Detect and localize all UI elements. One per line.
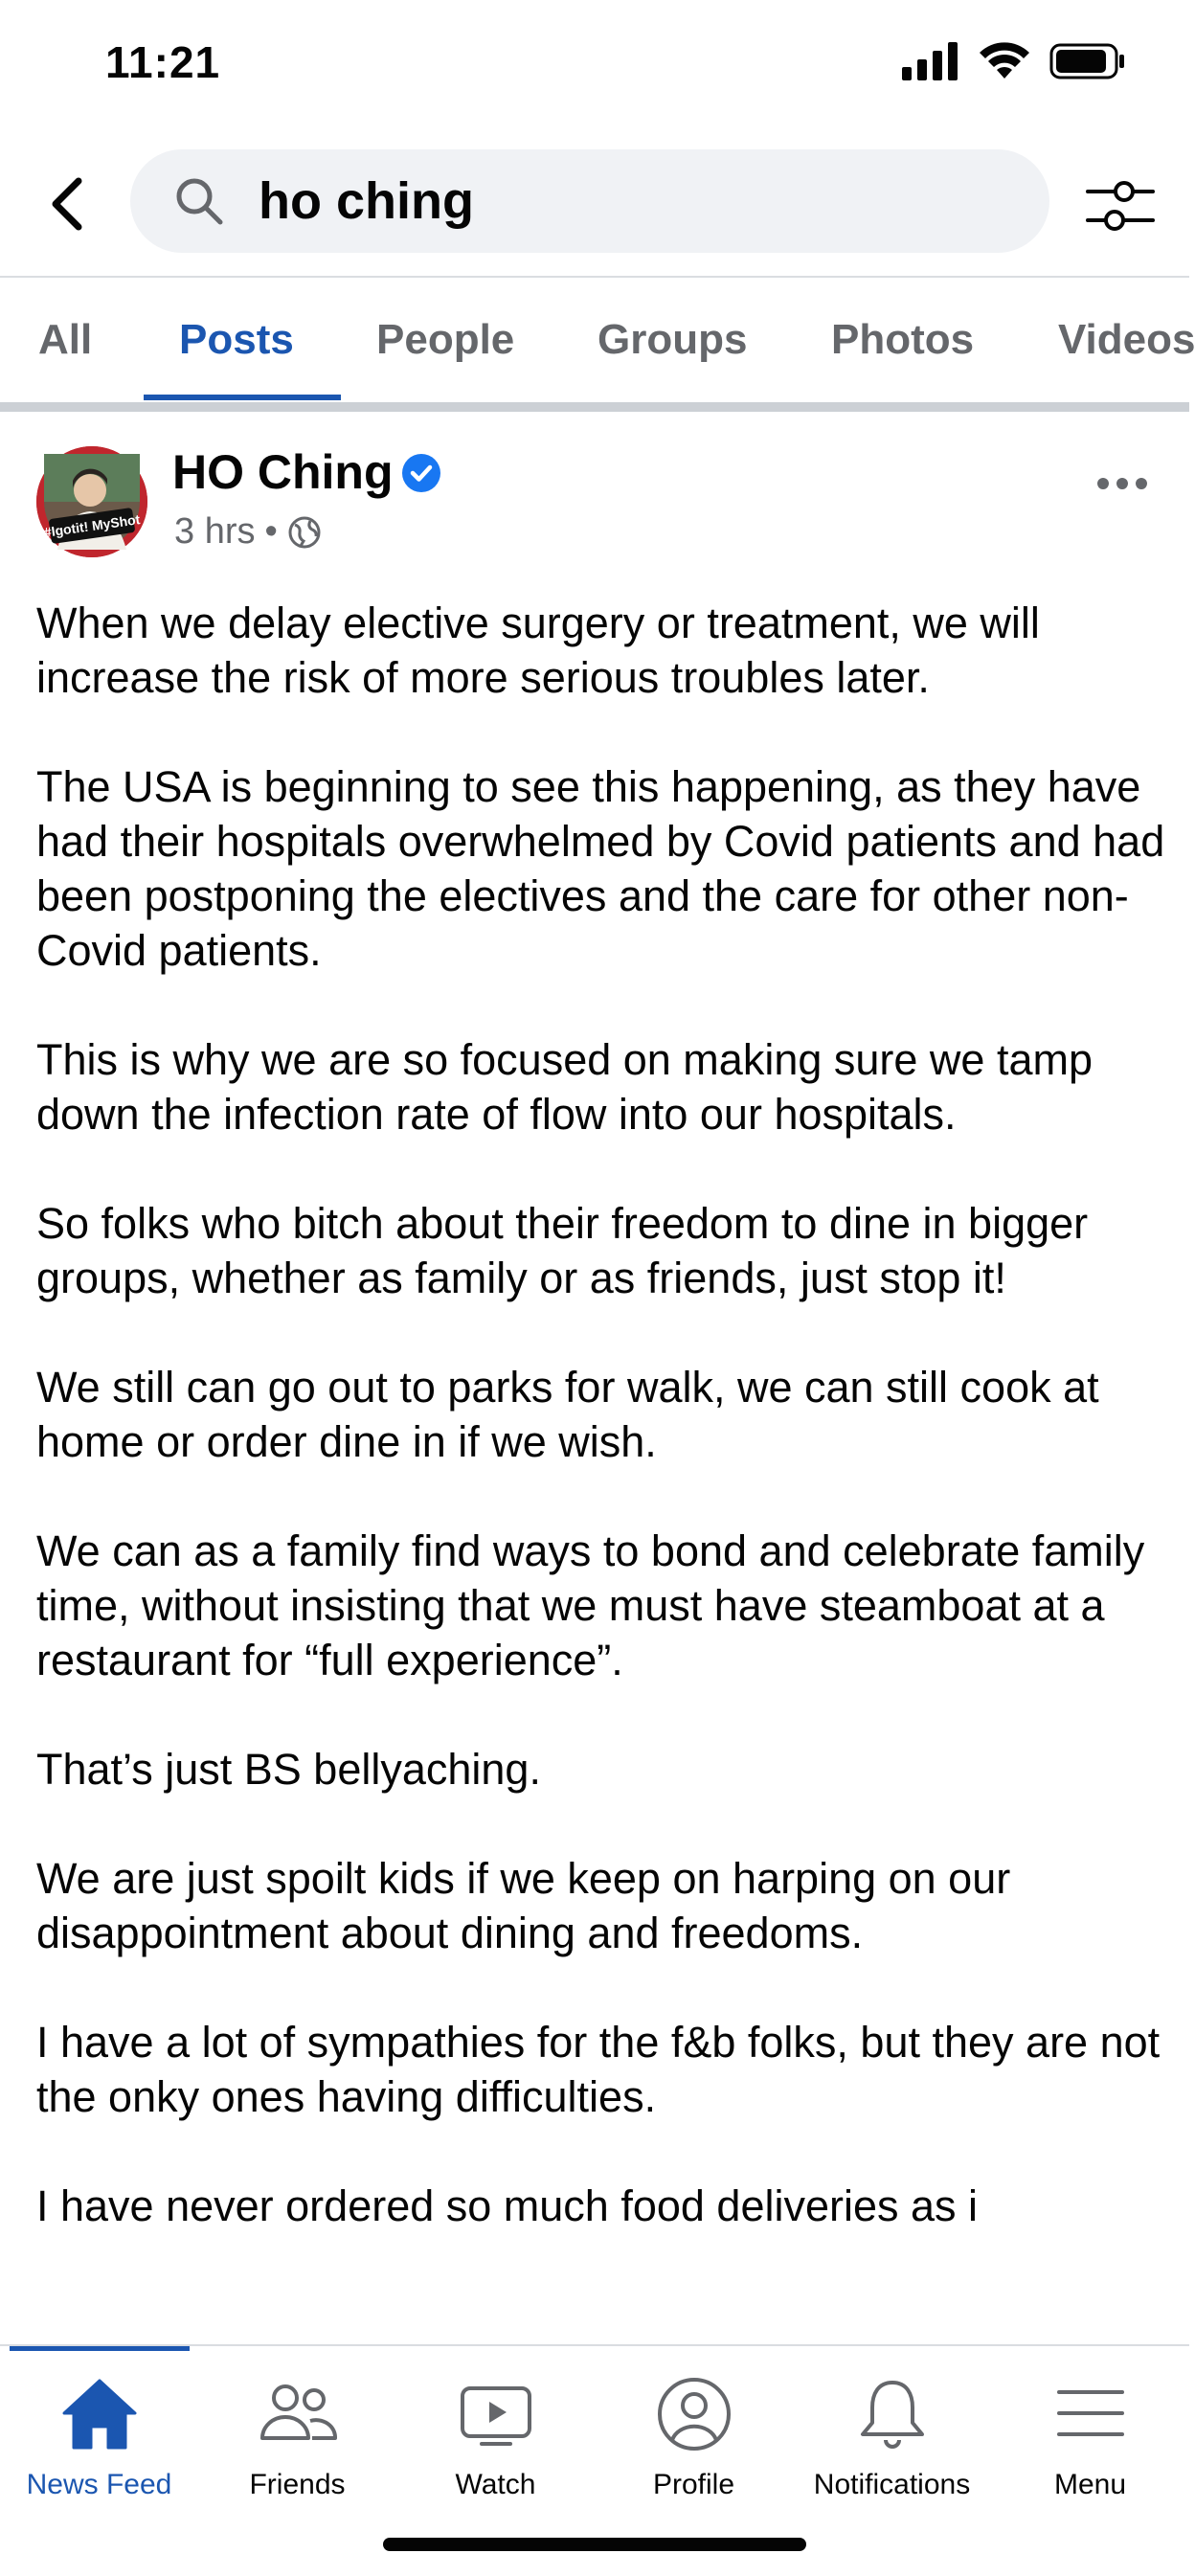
tab-all[interactable]: All [38,316,93,363]
avatar-badge: #Igotit! MyShot [49,508,136,544]
nav-label: News Feed [26,2469,172,2500]
post-options-button[interactable] [1094,469,1151,498]
post-paragraph: When we delay elective surgery or treatment, we will increase the risk of more serious troubles later. [36,599,1040,702]
author-name[interactable]: HO Ching [172,445,394,499]
nav-notifications[interactable] [793,2365,991,2528]
friends-icon [255,2371,341,2457]
more-dot-icon [1116,478,1128,489]
globe-icon [287,515,322,550]
post-body [36,596,1166,2340]
post-paragraph: The USA is beginning to see this happening, as they have had their hospitals overwhelmed by Covid patients and had been postponing the electives and the care for other non-Covid patients. [36,762,1165,975]
nav-label: Profile [652,2469,735,2500]
post-header [0,412,1189,565]
tab-people[interactable]: People [376,316,515,363]
profile-icon [651,2371,737,2457]
tab-groups[interactable]: Groups [598,316,748,363]
nav-news-feed[interactable] [0,2365,198,2528]
status-bar [0,0,1189,134]
home-icon [56,2371,143,2457]
bell-icon [849,2371,936,2457]
nav-label: Notifications [813,2469,971,2500]
post-paragraph: I have never ordered so much food deliveries as i [36,2181,979,2230]
post-paragraph: We are just spoilt kids if we keep on harping on our disappointment about dining and freedoms. [36,1854,1011,1957]
status-time: 11:21 [105,37,221,87]
nav-label: Menu [1053,2469,1127,2500]
nav-watch[interactable] [396,2365,595,2528]
home-indicator[interactable] [383,2538,806,2551]
nav-label: Watch [455,2469,536,2500]
nav-profile[interactable] [595,2365,793,2528]
post-paragraph: We still can go out to parks for walk, we can still cook at home or order dine in if we wish. [36,1363,1099,1466]
avatar[interactable] [36,446,147,557]
filter-button[interactable] [1082,172,1159,239]
post-paragraph: So folks who bitch about their freedom to dine in bigger groups, whether as family or as friends, just stop it! [36,1199,1089,1302]
active-nav-indicator [10,2346,190,2351]
signal-icon [902,42,959,80]
nav-friends[interactable] [198,2365,396,2528]
post-meta [174,511,322,553]
post-paragraph: I have a lot of sympathies for the f&b folks, but they are not the onky ones having difficulties. [36,2018,1161,2121]
tab-posts[interactable]: Posts [179,316,294,363]
menu-icon [1048,2371,1134,2457]
post-time[interactable]: 3 hrs [174,511,256,552]
watch-icon [453,2371,539,2457]
back-button[interactable] [38,170,96,237]
more-dot-icon [1097,478,1109,489]
search-tabs [0,278,1195,412]
status-icons [902,42,1126,80]
nav-label: Friends [249,2469,346,2500]
post-paragraph: We can as a family find ways to bond and celebrate family time, without insisting that we must have steamboat at a restaurant for “full experience”. [36,1526,1145,1684]
search-query[interactable]: ho ching [259,172,474,230]
sliders-icon [1082,172,1159,239]
meta-separator: • [264,511,278,552]
battery-icon [1049,42,1126,80]
search-icon [174,176,224,226]
search-header [0,134,1189,278]
more-dot-icon [1136,478,1147,489]
active-tab-indicator [144,395,341,400]
tab-photos[interactable]: Photos [831,316,975,363]
nav-menu[interactable] [991,2365,1189,2528]
tab-videos[interactable]: Videos [1058,316,1195,363]
post-paragraph: This is why we are so focused on making sure we tamp down the infection rate of flow into our hospitals. [36,1035,1093,1139]
search-input[interactable] [130,149,1049,253]
verified-badge-icon [400,452,442,494]
chevron-left-icon [48,177,86,231]
wifi-icon [979,42,1030,80]
post-paragraph: That’s just BS bellyaching. [36,1745,541,1794]
